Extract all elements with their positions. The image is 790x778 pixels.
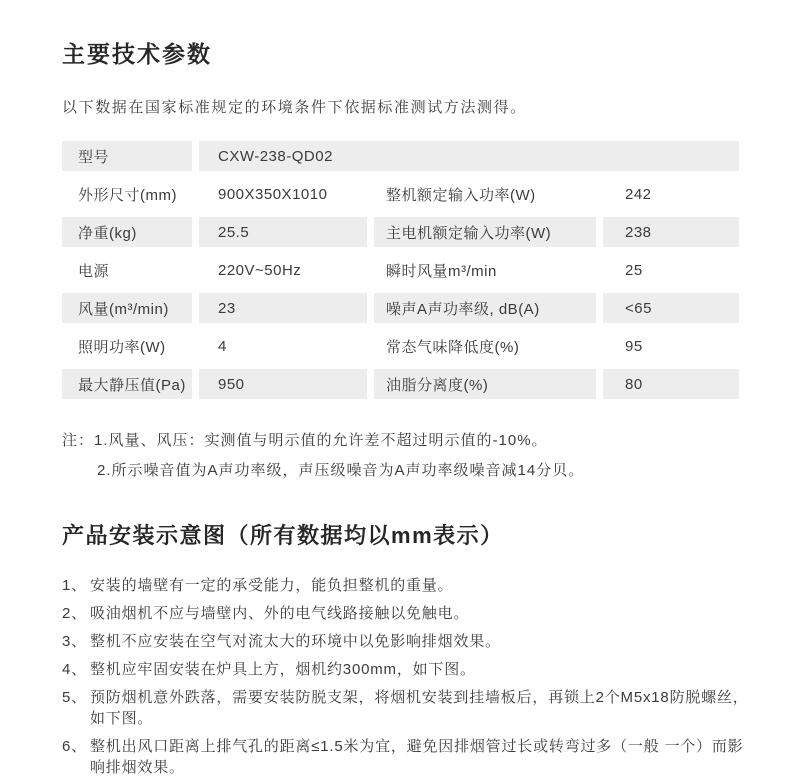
- intro-text: 以下数据在国家标准规定的环境条件下依据标准测试方法测得。: [62, 99, 527, 116]
- spec-label: 净重(kg): [62, 217, 192, 247]
- section2-title: 产品安装示意图（所有数据均以mm表示）: [62, 523, 504, 548]
- spec-label: 油脂分离度(%): [374, 369, 596, 399]
- table-row: [62, 293, 739, 323]
- list-item: [62, 603, 750, 624]
- list-item-text: 整机不应安装在空气对流太大的环境中以免影响排烟效果。: [90, 633, 501, 650]
- spec-value: 950: [199, 369, 367, 399]
- section1-title: 主要技术参数: [62, 41, 212, 67]
- note-line-1: 注：1.风量、风压：实测值与明示值的允许差不超过明示值的-10%。: [62, 432, 548, 449]
- table-row: [62, 247, 739, 293]
- spec-value: 80: [603, 369, 739, 399]
- notes-block: [62, 426, 750, 486]
- list-item: [62, 659, 750, 680]
- spec-label: 照明功率(W): [78, 338, 166, 356]
- table-row: [62, 369, 739, 399]
- note-line-2: 2.所示噪音值为A声功率级，声压级噪音为A声功率级噪音减14分贝。: [97, 462, 585, 479]
- list-item-number: 1、: [62, 577, 87, 594]
- list-item: [62, 687, 750, 729]
- table-row: [62, 171, 739, 217]
- spec-value-model: CXW-238-QD02: [199, 141, 739, 171]
- spec-value: 23: [199, 293, 367, 323]
- spec-label-model: 型号: [62, 141, 192, 171]
- spec-label: 风量(m³/min): [62, 293, 192, 323]
- table-row: [62, 323, 739, 369]
- list-item-number: 5、: [62, 689, 87, 706]
- list-item: [62, 575, 750, 596]
- spec-value: 25.5: [199, 217, 367, 247]
- spec-value: 95: [625, 337, 643, 355]
- list-item-text: 预防烟机意外跌落，需要安装防脱支架，将烟机安装到挂墙板后，再锁上2个M5x18防脱螺丝，如下图。: [90, 689, 749, 727]
- table-row: [62, 217, 739, 247]
- list-item-text: 安装的墙壁有一定的承受能力，能负担整机的重量。: [90, 577, 454, 594]
- spec-label: 瞬时风量m³/min: [386, 262, 497, 280]
- spec-label: 主电机额定输入功率(W): [374, 217, 596, 247]
- list-item: [62, 631, 750, 652]
- spec-value: 4: [218, 337, 227, 355]
- spec-label: 电源: [78, 262, 110, 280]
- install-instructions-list: [62, 575, 750, 778]
- spec-value: 238: [603, 217, 739, 247]
- list-item-text: 整机应牢固安装在炉具上方，烟机约300mm，如下图。: [90, 661, 476, 678]
- list-item-number: 3、: [62, 633, 87, 650]
- spec-value: 900X350X1010: [218, 185, 328, 203]
- spec-label: 整机额定输入功率(W): [386, 186, 536, 204]
- spec-value: 242: [625, 185, 652, 203]
- spec-label: 外形尺寸(mm): [78, 186, 177, 204]
- spec-value: <65: [603, 293, 739, 323]
- list-item-number: 2、: [62, 605, 87, 622]
- list-item-text: 吸油烟机不应与墙壁内、外的电气线路接触以免触电。: [90, 605, 470, 622]
- table-row-model: [62, 141, 739, 171]
- spec-table: [62, 141, 739, 399]
- spec-value: 25: [625, 261, 643, 279]
- spec-label: 常态气味降低度(%): [386, 338, 520, 356]
- list-item: [62, 736, 750, 778]
- list-item-number: 4、: [62, 661, 87, 678]
- list-item-text: 整机出风口距离上排气孔的距离≤1.5米为宜，避免因排烟管过长或转弯过多（一般 一个）而影响排烟效果。: [90, 738, 744, 776]
- spec-label: 噪声A声功率级, dB(A): [374, 293, 596, 323]
- spec-label: 最大静压值(Pa): [62, 369, 192, 399]
- list-item-number: 6、: [62, 738, 87, 755]
- spec-value: 220V~50Hz: [218, 261, 302, 279]
